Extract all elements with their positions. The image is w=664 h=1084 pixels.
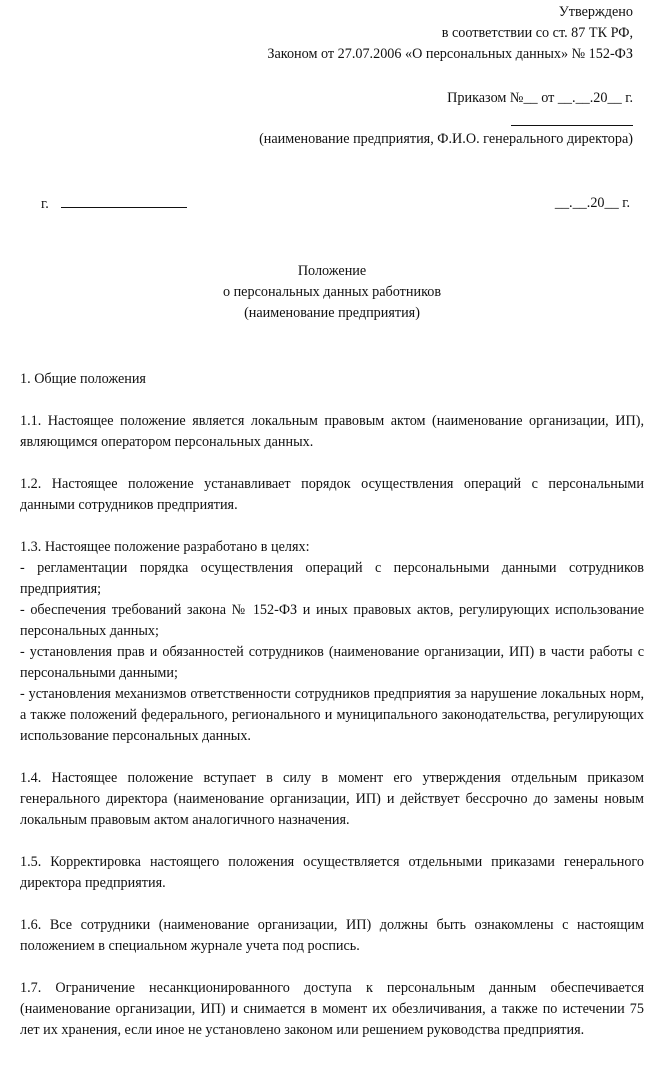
city-line <box>41 193 187 215</box>
approval-line-2: в соответствии со ст. 87 ТК РФ, <box>441 25 633 41</box>
city-label: г. <box>41 196 49 212</box>
paragraph-1-6: 1.6. Все сотрудники (наименование организации, ИП) должны быть ознакомлены с настоящим положением в специальном журнале учета под роспись. <box>20 917 644 954</box>
paragraph-1-1: 1.1. Настоящее положение является локальным правовым актом (наименование организации, ИП), являющимся оператором персональных данных. <box>20 413 644 450</box>
approval-line-1: Утверждено <box>558 4 633 20</box>
paragraph-1-3-d: - установления механизмов ответственности сотрудников предприятия за нарушение локальных норм, а также положений федерального, регионального и муниципального законодательства, регулирующих использование персональных данных. <box>20 686 644 744</box>
org-placeholder: (наименование предприятия, Ф.И.О. генерального директора) <box>259 131 633 147</box>
document-title <box>0 261 664 324</box>
signature-line <box>511 125 633 126</box>
approval-block <box>267 2 633 65</box>
document-body <box>20 369 644 1041</box>
paragraph-1-2: 1.2. Настоящее положение устанавливает порядок осуществления операций с персональными данными сотрудников предприятия. <box>20 476 644 513</box>
date-placeholder: __.__.20__ г. <box>554 195 630 211</box>
title-line-2: о персональных данных работников <box>222 284 442 300</box>
paragraph-1-4: 1.4. Настоящее положение вступает в силу в момент его утверждения отдельным приказом генерального директора (наименование организации, ИП) и действует бессрочно до замены новым локальным правовым актом аналогичного назначения. <box>20 770 644 828</box>
paragraph-1-5: 1.5. Корректировка настоящего положения осуществляется отдельными приказами генерального директора предприятия. <box>20 854 644 891</box>
paragraph-1-3-c: - установления прав и обязанностей сотрудников (наименование организации, ИП) в части работы с персональными данными; <box>20 644 644 681</box>
title-line-3: (наименование предприятия) <box>244 305 420 321</box>
title-line-1: Положение <box>297 263 367 279</box>
city-blank <box>61 193 187 208</box>
order-line: Приказом №__ от __.__.20__ г. <box>447 90 633 106</box>
paragraph-1-3-a: - регламентации порядка осуществления операций с персональными данными сотрудников предприятия; <box>20 560 644 597</box>
paragraph-1-3-intro: 1.3. Настоящее положение разработано в целях: <box>20 539 310 555</box>
section-heading: 1. Общие положения <box>20 371 146 387</box>
paragraph-1-3-b: - обеспечения требований закона № 152-ФЗ и иных правовых актов, регулирующих использование персональных данных; <box>20 602 644 639</box>
paragraph-1-7: 1.7. Ограничение несанкционированного доступа к персональным данным обеспечивается (наименование организации, ИП) и снимается в момент их обезличивания, а также по истечении 75 лет их хранения, если иное не установлено законом или решением руководства предприятия. <box>20 980 644 1038</box>
approval-line-3: Законом от 27.07.2006 «О персональных данных» № 152-ФЗ <box>267 46 633 62</box>
